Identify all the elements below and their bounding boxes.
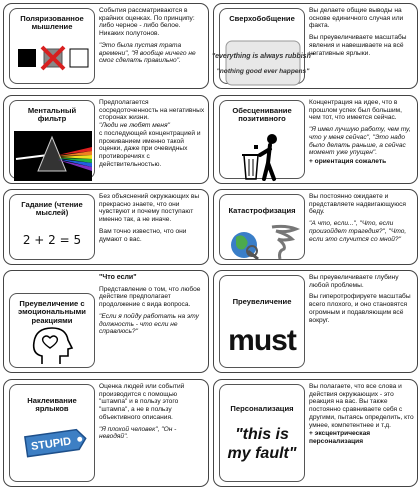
description-text: Вы полагаете, что все слова и действия окружающих - это реакция на вас. Вы также постоянно сравниваете себя с другими, пытаясь определить, кто умнее, компетентнее и т.д. (309, 383, 414, 429)
card-title-box (9, 384, 95, 482)
card-overgeneralization (213, 3, 418, 89)
card-title-box (219, 384, 305, 482)
card-description (99, 99, 205, 172)
pic-label: STUPID (30, 435, 72, 454)
rubbish-bin-icon (211, 39, 315, 79)
example-quote: "Люди не любят меня" (99, 122, 170, 130)
card-catastrophizing (213, 189, 418, 265)
description-text: Концентрация на идее, что в прошлом успех был большим, чем тот, что имеется сейчас. (309, 99, 403, 122)
description-text: Без объяснений окружающих вы прекрасно знаете, что они чувствуют и почему поступают именно так, а не иначе. (99, 193, 200, 224)
card-title: Сверхобобщение (229, 14, 295, 23)
card-description (309, 99, 414, 170)
card-description (99, 7, 205, 69)
example-quote: "Я плохой человек", "Он - неводяй". (99, 425, 177, 441)
card-description (309, 274, 414, 328)
note-bold: + эксцентрическая персонализация (309, 430, 371, 445)
card-description (99, 274, 205, 340)
desc-heading: "Что если" (99, 274, 137, 281)
card-title: Катастрофизация (228, 206, 296, 215)
trash-person-icon (224, 131, 300, 174)
description-text: Предполагается сосредоточенность на негативных сторонах жизни. (99, 99, 205, 122)
card-mind-reading (3, 189, 209, 265)
example-quote: "Если я пойду работать на эту должность - что если не справлюсь?" (99, 312, 199, 336)
card-title: Обесценивание позитивного (232, 106, 292, 124)
card-title-box (211, 8, 315, 84)
pic-equation: 2 + 2 = 5 (22, 233, 82, 247)
card-title-box (219, 275, 305, 368)
card-title-box (219, 194, 305, 260)
pic-quote: "this is my fault" (227, 426, 297, 462)
card-title-box (219, 100, 305, 179)
card-title-box (9, 100, 95, 179)
card-discounting-positive (213, 95, 418, 184)
card-title: Преувеличение (232, 297, 292, 306)
card-title: Ментальный фильтр (27, 106, 77, 124)
fault-quote-picture (224, 425, 300, 477)
card-description (309, 7, 414, 61)
card-description (309, 383, 414, 450)
description-text: Вы постоянно ожидаете и представляете надвигающуюся беду. (309, 193, 407, 216)
card-description (99, 193, 205, 247)
globe-tornado-icon (224, 221, 300, 255)
card-polarized-thinking (3, 3, 209, 89)
description-text-2: Вы преувеличиваете масштабы явления и навешиваете на всё негативные ярлыки. (309, 34, 407, 57)
card-description (99, 383, 205, 445)
example-quote: "Я имел лучшую работу, чем ту, что у меня сейчас", "Это надо было делать раньше, а сейчас момент уже упущен". (309, 126, 411, 157)
card-title: Преувеличение с эмоциональными реакциями (18, 299, 86, 325)
card-title-box (9, 8, 95, 84)
must-picture (224, 326, 300, 363)
description-text-2: с последующей концентрацией и проживанием именно такой оценки, даже при очевидных противоречиях с действительностью. (99, 129, 201, 168)
card-personalization (213, 379, 418, 487)
description-text: Оценка людей или событий производится с помощью "штампа" и в пользу этого "штампа", а не в пользу объективного описания. (99, 383, 185, 421)
card-title: Наклеивание ярлыков (27, 396, 77, 414)
description-text-2: Вам точно известно, что они думают о вас. (99, 227, 187, 243)
pic-text-1: "everything is always rubbish" (211, 53, 315, 60)
card-title-box (9, 194, 95, 260)
description-text: Вы преувеличиваете глубину любой проблемы. (309, 274, 399, 289)
card-description (309, 193, 414, 247)
stupid-label-icon (14, 423, 90, 477)
card-emotional-reasoning (3, 270, 209, 373)
head-heart-icon (14, 326, 90, 363)
example-quote: "А что, если...", "Что, если произойдет трагедия?", "Что, если это случится со мной?" (309, 220, 407, 243)
description-text: Представление о том, что любое действие предполагает продолжение с вида вопроса. (99, 285, 201, 309)
equation-picture (14, 233, 90, 255)
card-title: Поляризованное мышление (20, 14, 84, 32)
pic-word: must (228, 324, 296, 357)
card-title: Гадание (чтение мыслей) (21, 200, 83, 218)
description-text-2: Вы гиперотрофируете масштабы всего плохого, и оно становятся огромным и подавляющим всё вокруг. (309, 293, 411, 324)
card-mental-filter (3, 95, 209, 184)
card-title: Персонализация (230, 404, 294, 413)
note-bold: + ориентация сожалеть (309, 157, 387, 165)
pic-text-2: "nothing good ever happens" (216, 68, 310, 75)
prism-icon (14, 131, 90, 174)
description-text: Вы делаете общие выводы на основе единичного случая или факта. (309, 7, 404, 30)
description-text: События рассматриваются в крайних оценках. По принципу: либо черное - либо белое. Никаких полутонов. (99, 7, 195, 38)
card-exaggeration (213, 270, 418, 373)
black-white-squares-icon (14, 39, 90, 79)
card-labeling (3, 379, 209, 487)
example-quote: "Это была пустая трата времени", "Я вообще ничего не смог сделать правильно". (99, 41, 196, 65)
card-title-box (9, 293, 95, 368)
